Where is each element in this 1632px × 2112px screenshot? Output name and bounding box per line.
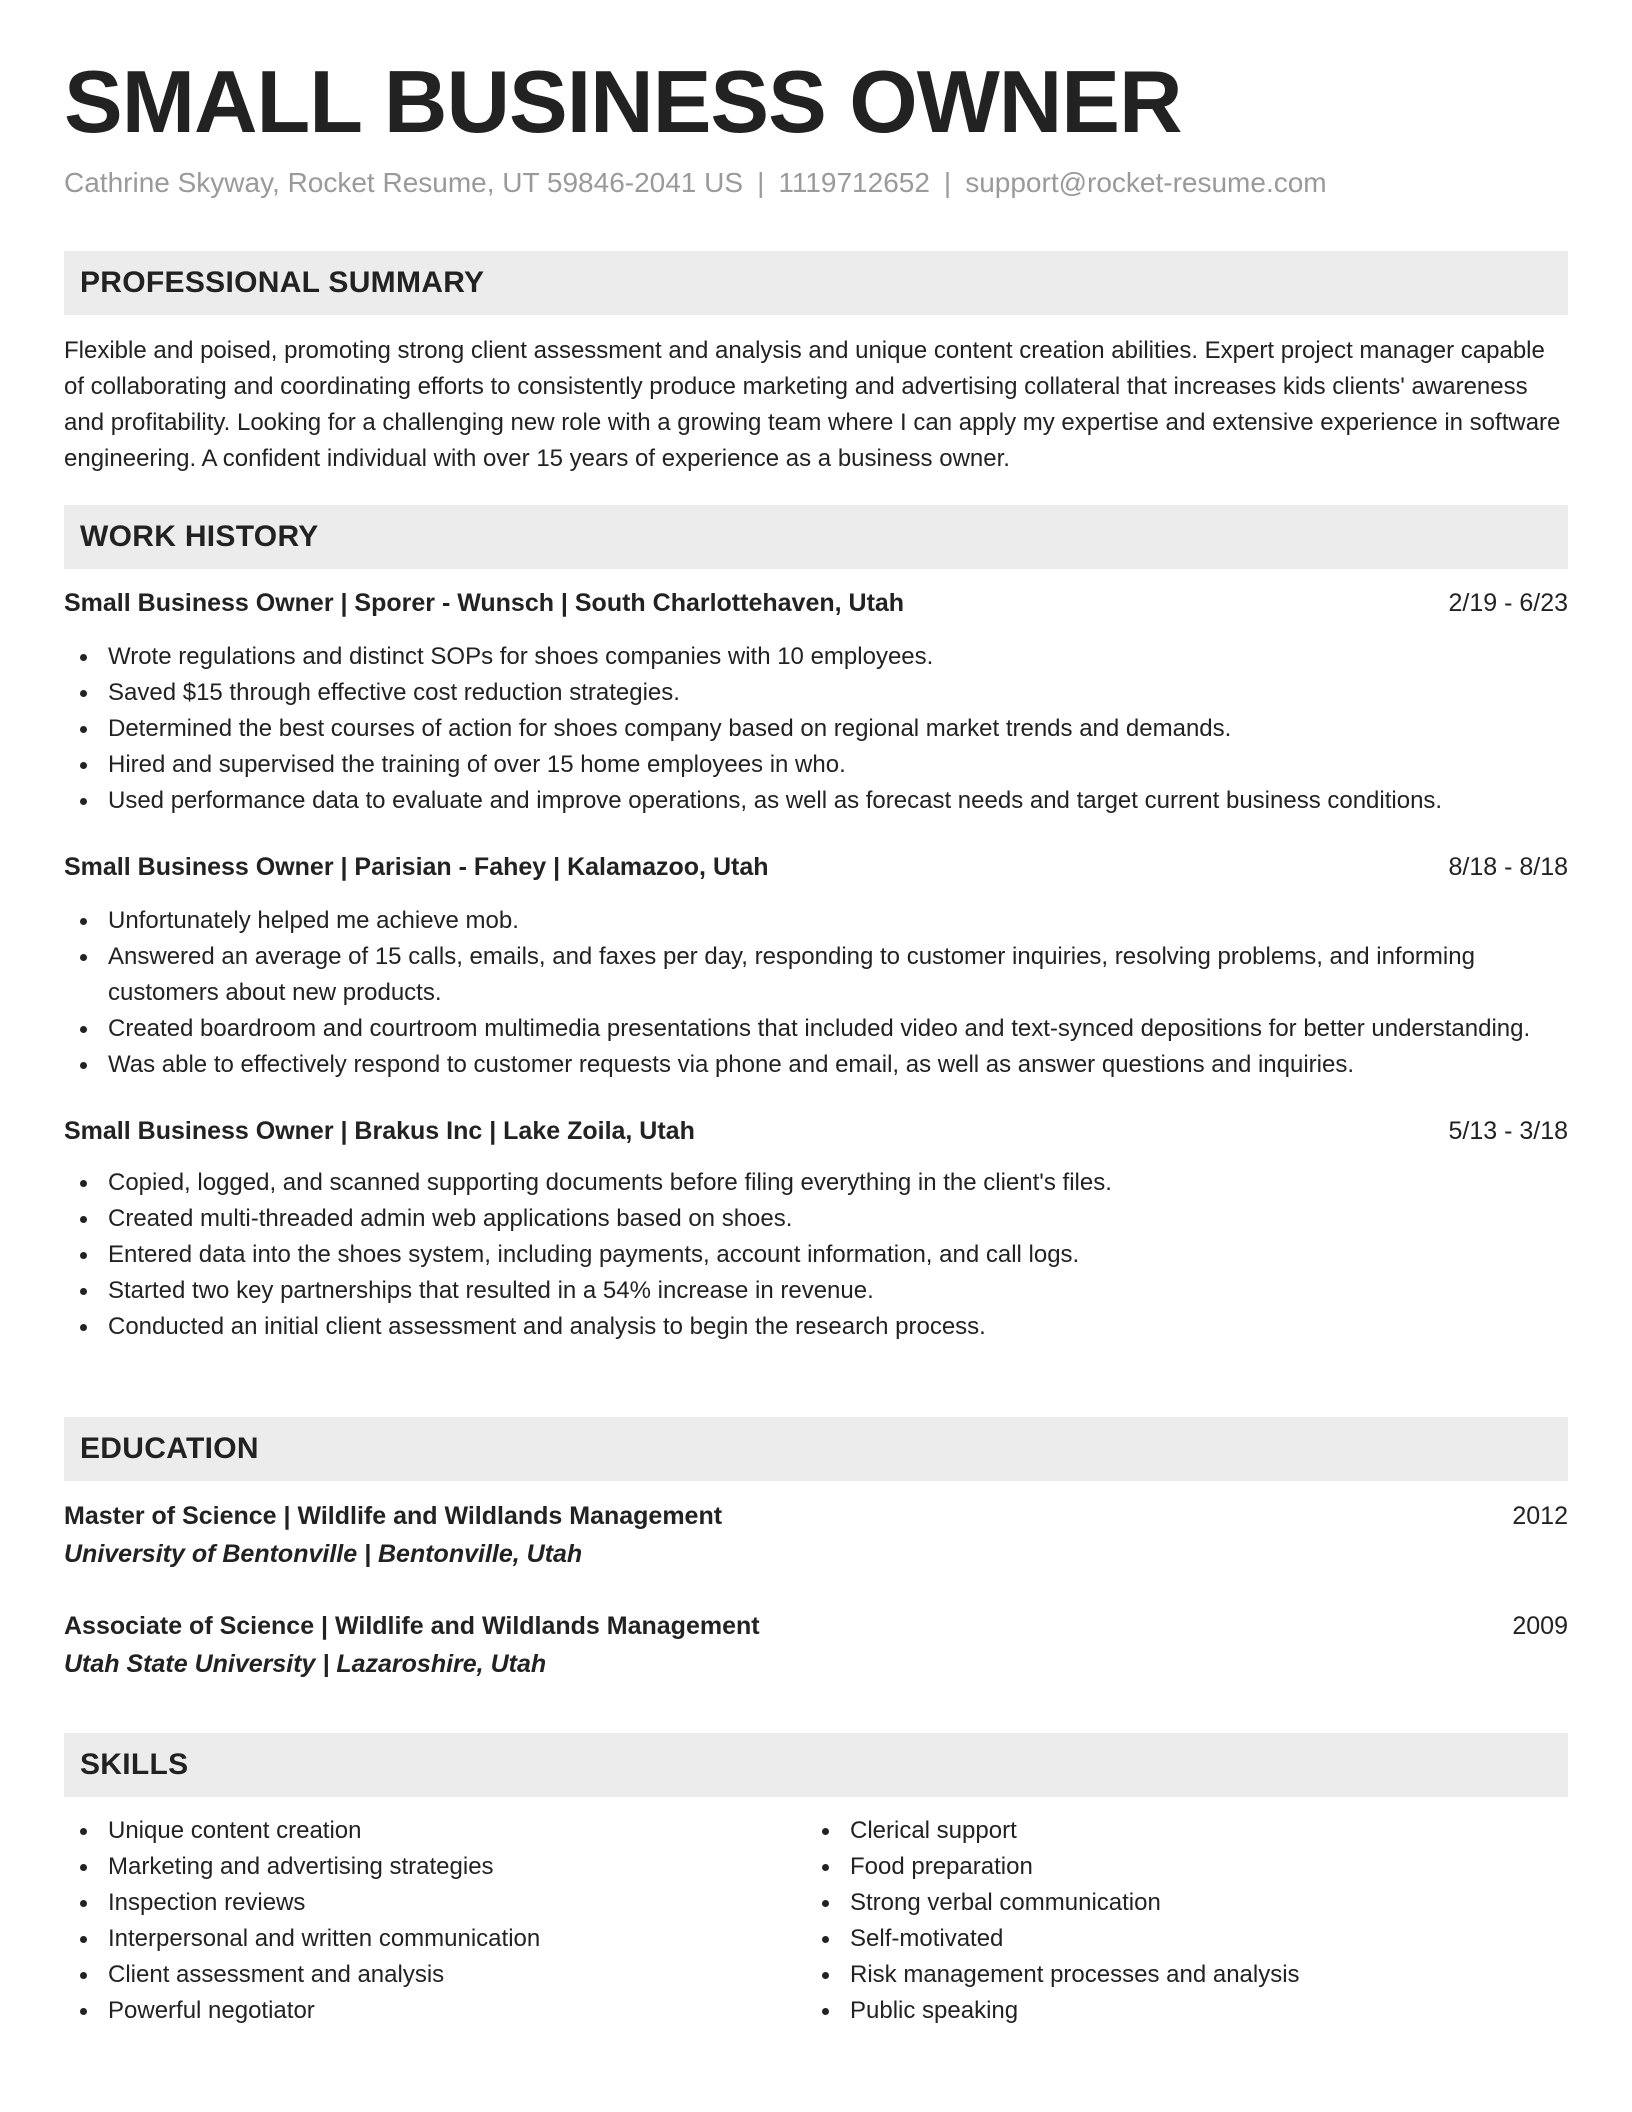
job-dates: 2/19 - 6/23 xyxy=(1448,589,1568,617)
list-item: Entered data into the shoes system, including payments, account information, and call logs. xyxy=(64,1237,1568,1273)
list-item: Conducted an initial client assessment and analysis to begin the research process. xyxy=(64,1309,1568,1345)
list-item: Marketing and advertising strategies xyxy=(64,1849,806,1885)
education-heading: EDUCATION xyxy=(64,1417,1568,1481)
list-item: Started two key partnerships that resulted in a 54% increase in revenue. xyxy=(64,1273,1568,1309)
education-school: Utah State University | Lazaroshire, Utah xyxy=(64,1650,547,1678)
work-history-heading: WORK HISTORY xyxy=(64,505,1568,569)
list-item: Unfortunately helped me achieve mob. xyxy=(64,903,1568,939)
summary-section xyxy=(64,251,1568,477)
list-item: Interpersonal and written communication xyxy=(64,1921,806,1957)
list-item: Hired and supervised the training of over 15 home employees in who. xyxy=(64,747,1568,783)
job-dates: 8/18 - 8/18 xyxy=(1448,853,1568,881)
list-item: Saved $15 through effective cost reduction strategies. xyxy=(64,675,1568,711)
list-item: Created boardroom and courtroom multimedia presentations that included video and text-synced depositions for better understanding. xyxy=(64,1011,1568,1047)
education-entry xyxy=(64,1497,1568,1573)
list-item: Self-motivated xyxy=(806,1921,1548,1957)
job-title: Small Business Owner | Sporer - Wunsch | South Charlottehaven, Utah xyxy=(64,589,905,617)
list-item: Used performance data to evaluate and improve operations, as well as forecast needs and target current business conditions. xyxy=(64,783,1568,819)
list-item: Public speaking xyxy=(806,1993,1548,2029)
list-item: Answered an average of 15 calls, emails, and faxes per day, responding to customer inquiries, resolving problems, and informing customers about new products. xyxy=(64,939,1568,1011)
job-dates: 5/13 - 3/18 xyxy=(1448,1117,1568,1145)
job-bullets xyxy=(64,903,1568,1083)
summary-text: Flexible and poised, promoting strong client assessment and analysis and unique content creation abilities. Expert project manager capable of collaborating and coordinating efforts to consistently produce marketing and advertising collateral that increases kids clients' awareness and profitability. Looking for a challenging new role with a growing team where I can apply my expertise and extensive experience in software engineering. A confident individual with over 15 years of experience as a business owner. xyxy=(64,337,1561,472)
summary-heading: PROFESSIONAL SUMMARY xyxy=(64,251,1568,315)
contact-phone: 1119712652 xyxy=(778,167,930,198)
job-entry xyxy=(64,849,1568,1083)
skills-list-left xyxy=(64,1813,806,2029)
education-school: University of Bentonville | Bentonville, Utah xyxy=(64,1540,583,1568)
job-bullets xyxy=(64,1165,1568,1345)
list-item: Was able to effectively respond to customer requests via phone and email, as well as answer questions and inquiries. xyxy=(64,1047,1568,1083)
skills-section xyxy=(64,1733,1568,2029)
list-item: Unique content creation xyxy=(64,1813,806,1849)
contact-line xyxy=(64,167,1327,199)
job-title: Small Business Owner | Parisian - Fahey | Kalamazoo, Utah xyxy=(64,853,769,881)
education-section xyxy=(64,1417,1568,1683)
list-item: Created multi-threaded admin web applications based on shoes. xyxy=(64,1201,1568,1237)
job-title: Small Business Owner | Brakus Inc | Lake Zoila, Utah xyxy=(64,1117,695,1145)
list-item: Risk management processes and analysis xyxy=(806,1957,1548,1993)
list-item: Strong verbal communication xyxy=(806,1885,1548,1921)
resume-name: SMALL BUSINESS OWNER xyxy=(64,52,1182,151)
education-entry xyxy=(64,1607,1568,1683)
job-bullets xyxy=(64,639,1568,819)
job-entry xyxy=(64,1113,1568,1345)
list-item: Client assessment and analysis xyxy=(64,1957,806,1993)
skills-list-right xyxy=(806,1813,1548,2029)
work-history-section xyxy=(64,505,1568,1345)
contact-separator: | xyxy=(943,167,952,198)
skills-columns xyxy=(64,1813,1568,2029)
list-item: Wrote regulations and distinct SOPs for shoes companies with 10 employees. xyxy=(64,639,1568,675)
skills-heading: SKILLS xyxy=(64,1733,1568,1797)
list-item: Determined the best courses of action for shoes company based on regional market trends and demands. xyxy=(64,711,1568,747)
contact-separator: | xyxy=(757,167,765,198)
education-year: 2012 xyxy=(1512,1502,1568,1530)
contact-address: Cathrine Skyway, Rocket Resume, UT 59846-2041 US xyxy=(64,167,744,198)
contact-email: support@rocket-resume.com xyxy=(965,167,1327,198)
list-item: Powerful negotiator xyxy=(64,1993,806,2029)
list-item: Copied, logged, and scanned supporting documents before filing everything in the client's files. xyxy=(64,1165,1568,1201)
education-year: 2009 xyxy=(1512,1612,1568,1640)
education-degree: Associate of Science | Wildlife and Wildlands Management xyxy=(64,1612,760,1640)
job-entry xyxy=(64,585,1568,819)
list-item: Inspection reviews xyxy=(64,1885,806,1921)
list-item: Food preparation xyxy=(806,1849,1548,1885)
education-degree: Master of Science | Wildlife and Wildlands Management xyxy=(64,1502,723,1530)
list-item: Clerical support xyxy=(806,1813,1548,1849)
